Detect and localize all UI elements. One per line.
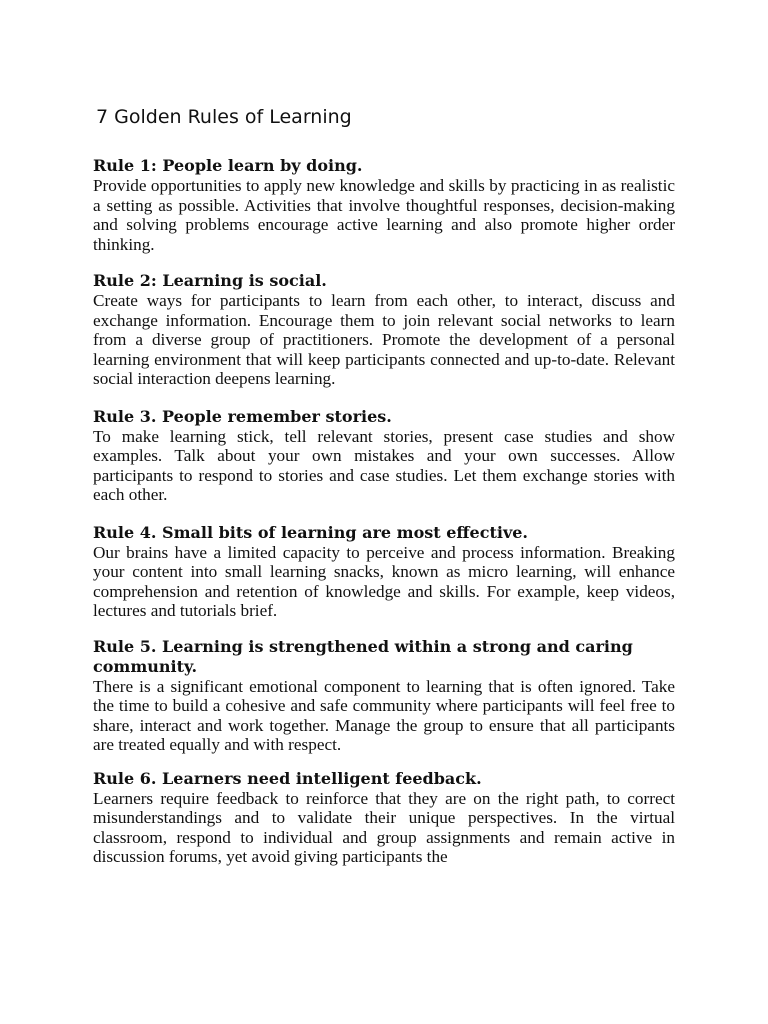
rule-2-heading: Rule 2: Learning is social. [93, 271, 327, 290]
rule-1-body: Provide opportunities to apply new knowledge and skills by practicing in as realistic a setting as possible. Activities that involve thoughtful responses, decision-making and solving problems encourage active learning and also promote higher order thinking. [93, 176, 675, 254]
rule-1 [93, 156, 675, 254]
rule-6-body: Learners require feedback to reinforce that they are on the right path, to correct misunderstandings and to validate their unique perspectives. In the virtual classroom, respond to individual and group assignments and remain active in discussion forums, yet avoid giving participants the [93, 788, 675, 866]
rule-5 [93, 637, 675, 755]
rule-3-heading: Rule 3. People remember stories. [93, 406, 392, 426]
rule-4 [93, 523, 675, 621]
document-title: 7 Golden Rules of Learning [96, 106, 352, 128]
rules-list [93, 156, 675, 867]
rule-5-heading: Rule 5. Learning is strengthened within a strong and caring community. [93, 636, 633, 676]
rule-6-heading: Rule 6. Learners need intelligent feedback. [93, 768, 482, 788]
rule-1-heading: Rule 1: People learn by doing. [93, 156, 363, 175]
rule-4-heading: Rule 4. Small bits of learning are most effective. [93, 522, 528, 542]
rule-2 [93, 271, 675, 389]
rule-5-body: There is a significant emotional component to learning that is often ignored. Take the time to build a cohesive and safe community where participants will feel free to share, interact and work together. Manage the group to ensure that all participants are treated equally and with respect. [93, 676, 675, 754]
rule-3 [93, 407, 675, 505]
rule-4-body: Our brains have a limited capacity to perceive and process information. Breaking your content into small learning snacks, known as micro learning, will enhance comprehension and retention of knowledge and skills. For example, keep videos, lectures and tutorials brief. [93, 542, 675, 620]
rule-6 [93, 769, 675, 867]
rule-2-body: Create ways for participants to learn from each other, to interact, discuss and exchange information. Encourage them to join relevant social networks to learn from a diverse group of practitioners. Promote the development of a personal learning environment that will keep participants connected and up-to-date. Relevant social interaction deepens learning. [93, 291, 675, 388]
rule-3-body: To make learning stick, tell relevant stories, present case studies and show examples. Talk about your own mistakes and your own successes. Allow participants to respond to stories and case studies. Let them exchange stories with each other. [93, 426, 675, 504]
